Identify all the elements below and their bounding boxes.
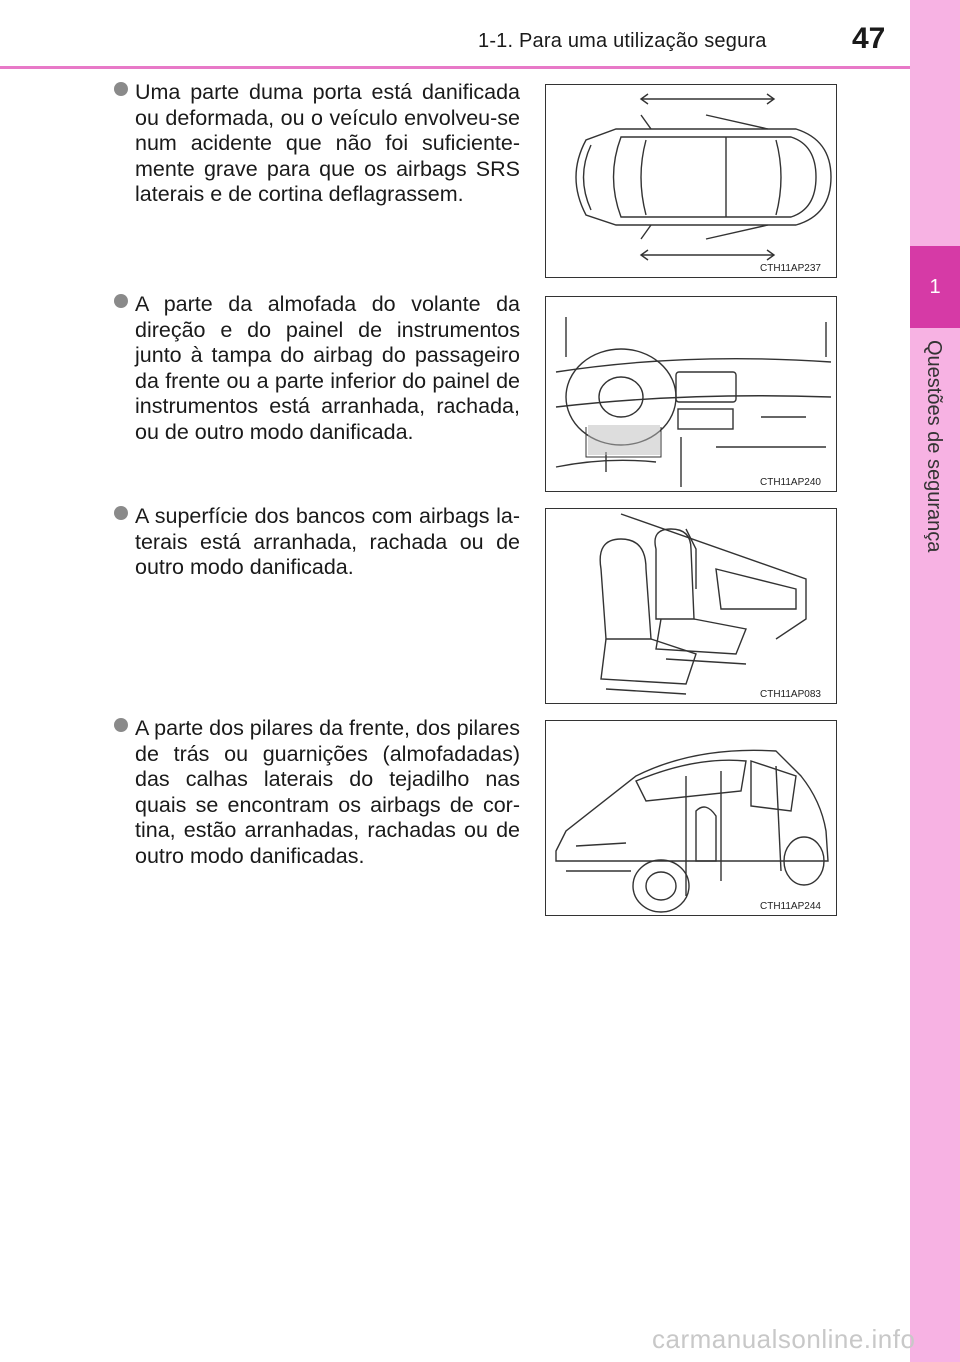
car-top-view-illustration xyxy=(546,85,836,277)
item-text: Uma parte duma porta está danificada ou deformada, ou o veículo envolveu-se num acidente que não foi suficiente-mente grave para que os airbags SRS laterais e de cortina deflagrassem. xyxy=(135,80,520,206)
figure-car-side-cutaway xyxy=(545,720,837,916)
figure-dashboard xyxy=(545,296,837,492)
item-text: A parte dos pilares da frente, dos pilares de trás ou guarnições (almofadadas) das calhas laterais do tejadilho nas quais se encontram os airbags de cor-tina, estão arranhadas, rachadas ou de outro modo danificadas. xyxy=(135,716,520,868)
page-number: 47 xyxy=(852,22,886,55)
dashboard-illustration xyxy=(546,297,836,491)
chapter-number: 1 xyxy=(910,246,960,328)
bullet-icon xyxy=(114,718,128,732)
bullet-icon xyxy=(114,294,128,308)
side-tab xyxy=(910,0,960,1362)
list-item xyxy=(118,504,520,581)
item-text: A superfície dos bancos com airbags la-terais está arranhada, rachada ou de outro modo danificada. xyxy=(135,504,520,579)
figure-seats xyxy=(545,508,837,704)
svg-text:CTH11AP244: CTH11AP244 xyxy=(760,901,821,912)
figure-car-top-view xyxy=(545,84,837,278)
seats-illustration xyxy=(546,509,836,703)
svg-text:CTH11AP240: CTH11AP240 xyxy=(760,477,821,488)
chapter-label: Questões de segurança xyxy=(923,340,945,553)
car-side-cutaway-illustration xyxy=(546,721,836,915)
header-rule xyxy=(0,66,910,69)
watermark: carmanualsonline.info xyxy=(652,1324,916,1354)
bullet-icon xyxy=(114,506,128,520)
item-text: A parte da almofada do volante da direção e do painel de instrumentos junto à tampa do airbag do passageiro da frente ou a parte inferior do painel de instrumentos está arranhada, rachada, ou de outro modo danificada. xyxy=(135,292,520,444)
list-item xyxy=(118,716,520,869)
svg-text:CTH11AP237: CTH11AP237 xyxy=(760,263,821,274)
section-title: 1-1. Para uma utilização segura xyxy=(478,30,767,52)
list-item xyxy=(118,80,520,208)
list-item xyxy=(118,292,520,445)
svg-text:CTH11AP083: CTH11AP083 xyxy=(760,689,821,700)
bullet-icon xyxy=(114,82,128,96)
